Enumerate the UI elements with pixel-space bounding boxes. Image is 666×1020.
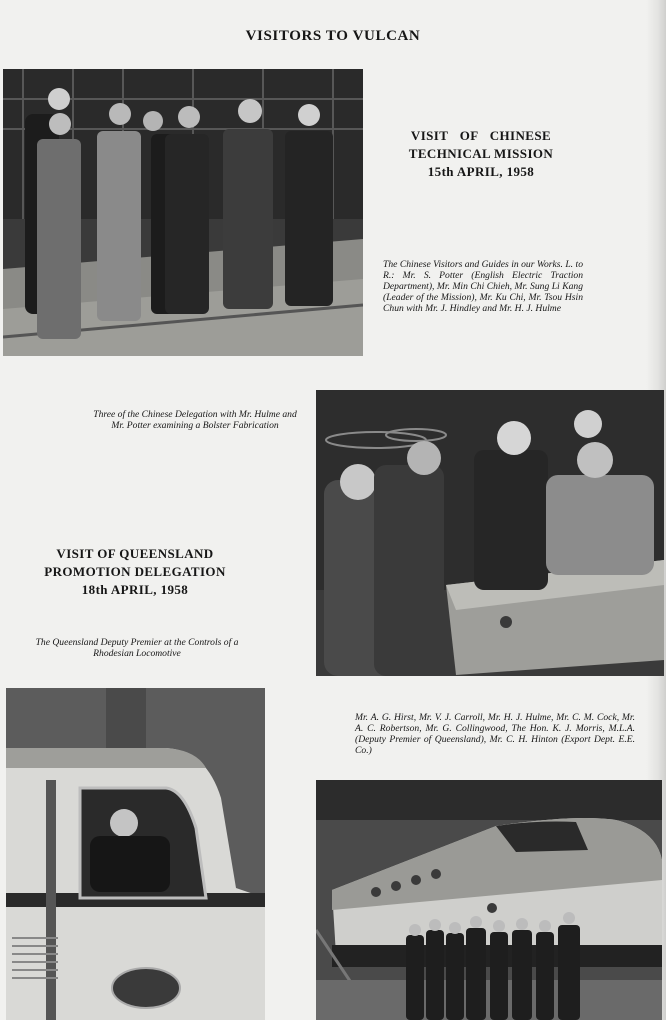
chinese-mission-heading	[372, 127, 590, 181]
deputy-premier-caption: The Queensland Deputy Premier at the Controls of a Rhodesian Locomotive	[35, 637, 239, 659]
bolster-fabrication-photo	[316, 390, 664, 676]
chinese-mission-heading-line1: VISIT OF CHINESE	[410, 128, 552, 143]
chinese-visitors-caption: The Chinese Visitors and Guides in our Works. L. to R.: Mr. S. Potter (English Electric Traction Department), Mr. Min Chi Chieh, Mr. Sung Li Kang (Leader of the Mission), Mr. Ku Chi, Mr. Tsou Hsin Chun with Mr. J. Hindley and Mr. H. J. Hulme	[383, 259, 583, 314]
queensland-delegation-date: 18th APRIL, 1958	[81, 582, 189, 597]
deputy-premier-locomotive-photo	[6, 688, 265, 1020]
queensland-heading-line1: VISIT OF QUEENSLAND	[56, 546, 214, 561]
queensland-delegation-heading	[26, 545, 244, 599]
delegation-group-caption: Mr. A. G. Hirst, Mr. V. J. Carroll, Mr. H. J. Hulme, Mr. C. M. Cock, Mr. A. C. Robertson, Mr. G. Collingwood, The Hon. K. J. Morris, M.L.A. (Deputy Premier of Queensland), Mr. C. H. Hinton (Export Dept. E.E. Co.)	[355, 712, 635, 756]
queensland-heading-line2: PROMOTION DELEGATION	[44, 564, 226, 579]
chinese-visitors-group-photo	[3, 69, 363, 356]
chinese-mission-heading-line2: TECHNICAL MISSION	[408, 146, 554, 161]
delegation-group-locomotive-photo	[316, 780, 662, 1020]
page-title: VISITORS TO VULCAN	[245, 28, 421, 44]
chinese-mission-date: 15th APRIL, 1958	[427, 164, 535, 179]
bolster-fabrication-caption: Three of the Chinese Delegation with Mr. Hulme and Mr. Potter examining a Bolster Fabrication	[93, 409, 297, 431]
